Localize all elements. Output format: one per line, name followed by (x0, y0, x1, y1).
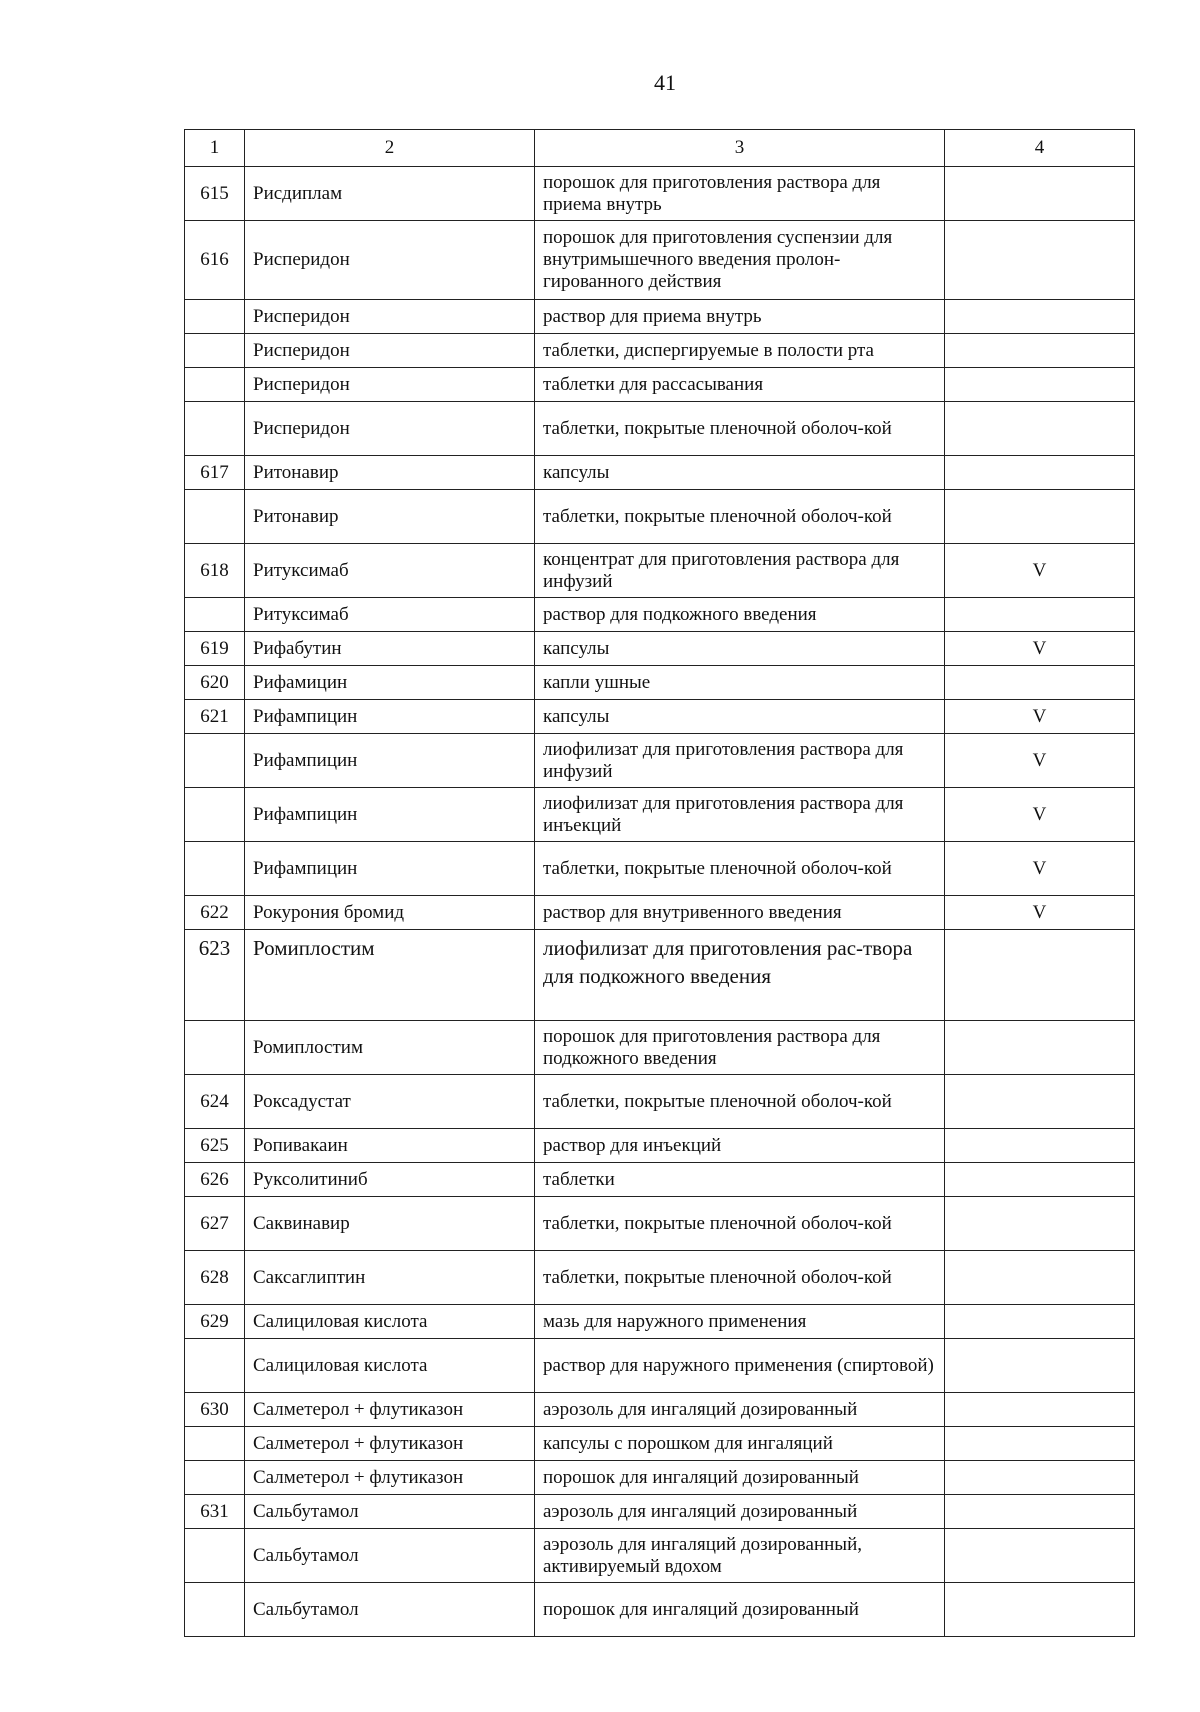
dosage-form: капсулы (535, 456, 945, 490)
table-row (185, 490, 1135, 544)
row-number: 623 (185, 930, 245, 1021)
table-row (185, 1197, 1135, 1251)
row-mark (945, 1529, 1135, 1583)
table-row (185, 1393, 1135, 1427)
row-number: 626 (185, 1163, 245, 1197)
row-mark: V (945, 896, 1135, 930)
dosage-form: раствор для наружного применения (спиртовой) (535, 1339, 945, 1393)
table-row (185, 1075, 1135, 1129)
table-row (185, 598, 1135, 632)
table-row (185, 788, 1135, 842)
row-mark (945, 1461, 1135, 1495)
row-mark (945, 1021, 1135, 1075)
row-number: 622 (185, 896, 245, 930)
row-number: 618 (185, 544, 245, 598)
row-mark (945, 300, 1135, 334)
table-row (185, 1495, 1135, 1529)
row-mark (945, 1305, 1135, 1339)
drug-name: Рисперидон (245, 402, 535, 456)
dosage-form: лиофилизат для приготовления раствора для инъекций (535, 788, 945, 842)
row-number: 619 (185, 632, 245, 666)
drug-name: Рисперидон (245, 300, 535, 334)
drug-name: Рисдиплам (245, 167, 535, 221)
drug-name: Роксадустат (245, 1075, 535, 1129)
row-mark (945, 1075, 1135, 1129)
row-number (185, 1461, 245, 1495)
table-row (185, 1129, 1135, 1163)
table-row (185, 300, 1135, 334)
drug-name: Ритуксимаб (245, 598, 535, 632)
row-mark (945, 1427, 1135, 1461)
drug-name: Рифабутин (245, 632, 535, 666)
drug-name: Салметерол + флутиказон (245, 1461, 535, 1495)
dosage-form: порошок для ингаляций дозированный (535, 1583, 945, 1637)
row-mark (945, 1251, 1135, 1305)
row-number (185, 1529, 245, 1583)
row-number: 631 (185, 1495, 245, 1529)
row-number (185, 490, 245, 544)
dosage-form: капсулы (535, 700, 945, 734)
table-row (185, 666, 1135, 700)
row-number: 627 (185, 1197, 245, 1251)
dosage-form: таблетки, покрытые пленочной оболоч-кой (535, 842, 945, 896)
drug-name: Рисперидон (245, 221, 535, 300)
dosage-form: капли ушные (535, 666, 945, 700)
row-number (185, 734, 245, 788)
row-number: 630 (185, 1393, 245, 1427)
drug-name: Рисперидон (245, 368, 535, 402)
table-row (185, 1461, 1135, 1495)
drug-name: Ромиплостим (245, 930, 535, 1021)
dosage-form: таблетки, покрытые пленочной оболоч-кой (535, 1075, 945, 1129)
drug-name: Саквинавир (245, 1197, 535, 1251)
row-number: 620 (185, 666, 245, 700)
row-number: 629 (185, 1305, 245, 1339)
table-row (185, 368, 1135, 402)
row-mark (945, 666, 1135, 700)
header-col-2: 2 (245, 130, 535, 167)
table-row (185, 700, 1135, 734)
drug-name: Рифампицин (245, 842, 535, 896)
row-mark: V (945, 842, 1135, 896)
drug-name: Сальбутамол (245, 1495, 535, 1529)
row-number (185, 368, 245, 402)
dosage-form: порошок для приготовления раствора для приема внутрь (535, 167, 945, 221)
drug-name: Саксаглиптин (245, 1251, 535, 1305)
drug-name: Ропивакаин (245, 1129, 535, 1163)
row-mark: V (945, 788, 1135, 842)
row-number: 621 (185, 700, 245, 734)
row-mark (945, 1583, 1135, 1637)
table-row (185, 334, 1135, 368)
dosage-form: порошок для ингаляций дозированный (535, 1461, 945, 1495)
dosage-form: капсулы с порошком для ингаляций (535, 1427, 945, 1461)
table-row (185, 1529, 1135, 1583)
row-mark (945, 1393, 1135, 1427)
table-row (185, 544, 1135, 598)
dosage-form: раствор для приема внутрь (535, 300, 945, 334)
table-row (185, 402, 1135, 456)
drug-name: Салициловая кислота (245, 1339, 535, 1393)
drug-name: Рокурония бромид (245, 896, 535, 930)
drug-name: Рифампицин (245, 700, 535, 734)
table-row (185, 456, 1135, 490)
row-mark (945, 402, 1135, 456)
table-row (185, 1163, 1135, 1197)
row-number: 625 (185, 1129, 245, 1163)
dosage-form: раствор для инъекций (535, 1129, 945, 1163)
row-mark (945, 167, 1135, 221)
drug-name: Сальбутамол (245, 1583, 535, 1637)
row-number (185, 1583, 245, 1637)
row-mark (945, 1197, 1135, 1251)
table-row (185, 1583, 1135, 1637)
row-number (185, 598, 245, 632)
drug-name: Руксолитиниб (245, 1163, 535, 1197)
dosage-form: таблетки для рассасывания (535, 368, 945, 402)
drug-name: Ромиплостим (245, 1021, 535, 1075)
drug-name: Салметерол + флутиказон (245, 1427, 535, 1461)
drug-name: Рифамицин (245, 666, 535, 700)
medication-table (184, 129, 1135, 1637)
row-number (185, 334, 245, 368)
row-number: 624 (185, 1075, 245, 1129)
dosage-form: таблетки, диспергируемые в полости рта (535, 334, 945, 368)
drug-name: Рисперидон (245, 334, 535, 368)
dosage-form: аэрозоль для ингаляций дозированный, активируемый вдохом (535, 1529, 945, 1583)
table-row (185, 1021, 1135, 1075)
dosage-form: лиофилизат для приготовления раствора для инфузий (535, 734, 945, 788)
table-row (185, 167, 1135, 221)
row-mark (945, 1495, 1135, 1529)
row-mark (945, 1163, 1135, 1197)
row-mark (945, 221, 1135, 300)
row-number (185, 402, 245, 456)
table-row (185, 1251, 1135, 1305)
drug-name: Ритонавир (245, 456, 535, 490)
row-mark: V (945, 734, 1135, 788)
table-row (185, 842, 1135, 896)
table-row (185, 632, 1135, 666)
row-number (185, 842, 245, 896)
table-row (185, 1339, 1135, 1393)
dosage-form: таблетки (535, 1163, 945, 1197)
table-row (185, 734, 1135, 788)
dosage-form: таблетки, покрытые пленочной оболоч-кой (535, 1251, 945, 1305)
dosage-form: аэрозоль для ингаляций дозированный (535, 1495, 945, 1529)
dosage-form: порошок для приготовления раствора для подкожного введения (535, 1021, 945, 1075)
row-mark (945, 334, 1135, 368)
dosage-form: таблетки, покрытые пленочной оболоч-кой (535, 1197, 945, 1251)
row-number (185, 1021, 245, 1075)
row-mark: V (945, 700, 1135, 734)
dosage-form: таблетки, покрытые пленочной оболоч-кой (535, 402, 945, 456)
row-number: 617 (185, 456, 245, 490)
dosage-form: раствор для подкожного введения (535, 598, 945, 632)
dosage-form: капсулы (535, 632, 945, 666)
table-body (185, 167, 1135, 1637)
drug-name: Рифампицин (245, 734, 535, 788)
dosage-form: аэрозоль для ингаляций дозированный (535, 1393, 945, 1427)
header-col-4: 4 (945, 130, 1135, 167)
page-number: 41 (654, 70, 676, 95)
row-mark (945, 368, 1135, 402)
drug-name: Рифампицин (245, 788, 535, 842)
drug-name: Ритуксимаб (245, 544, 535, 598)
table-row (185, 930, 1135, 1021)
row-number (185, 1339, 245, 1393)
row-mark: V (945, 544, 1135, 598)
dosage-form: раствор для внутривенного введения (535, 896, 945, 930)
dosage-form: таблетки, покрытые пленочной оболоч-кой (535, 490, 945, 544)
row-number (185, 1427, 245, 1461)
row-number (185, 788, 245, 842)
dosage-form: мазь для наружного применения (535, 1305, 945, 1339)
row-mark (945, 490, 1135, 544)
table-row (185, 1427, 1135, 1461)
row-mark (945, 598, 1135, 632)
table-row (185, 1305, 1135, 1339)
header-col-1: 1 (185, 130, 245, 167)
table-row (185, 896, 1135, 930)
row-number: 628 (185, 1251, 245, 1305)
table-header-row (185, 130, 1135, 167)
row-mark: V (945, 632, 1135, 666)
row-number: 615 (185, 167, 245, 221)
header-col-3: 3 (535, 130, 945, 167)
row-mark (945, 456, 1135, 490)
row-number: 616 (185, 221, 245, 300)
drug-name: Сальбутамол (245, 1529, 535, 1583)
drug-name: Салметерол + флутиказон (245, 1393, 535, 1427)
dosage-form: порошок для приготовления суспензии для внутримышечного введения пролон-гированного действия (535, 221, 945, 300)
row-mark (945, 1339, 1135, 1393)
row-number (185, 300, 245, 334)
drug-name: Ритонавир (245, 490, 535, 544)
row-mark (945, 930, 1135, 1021)
table-row (185, 221, 1135, 300)
dosage-form: лиофилизат для приготовления рас-твора для подкожного введения (535, 930, 945, 1021)
dosage-form: концентрат для приготовления раствора для инфузий (535, 544, 945, 598)
drug-name: Салициловая кислота (245, 1305, 535, 1339)
row-mark (945, 1129, 1135, 1163)
